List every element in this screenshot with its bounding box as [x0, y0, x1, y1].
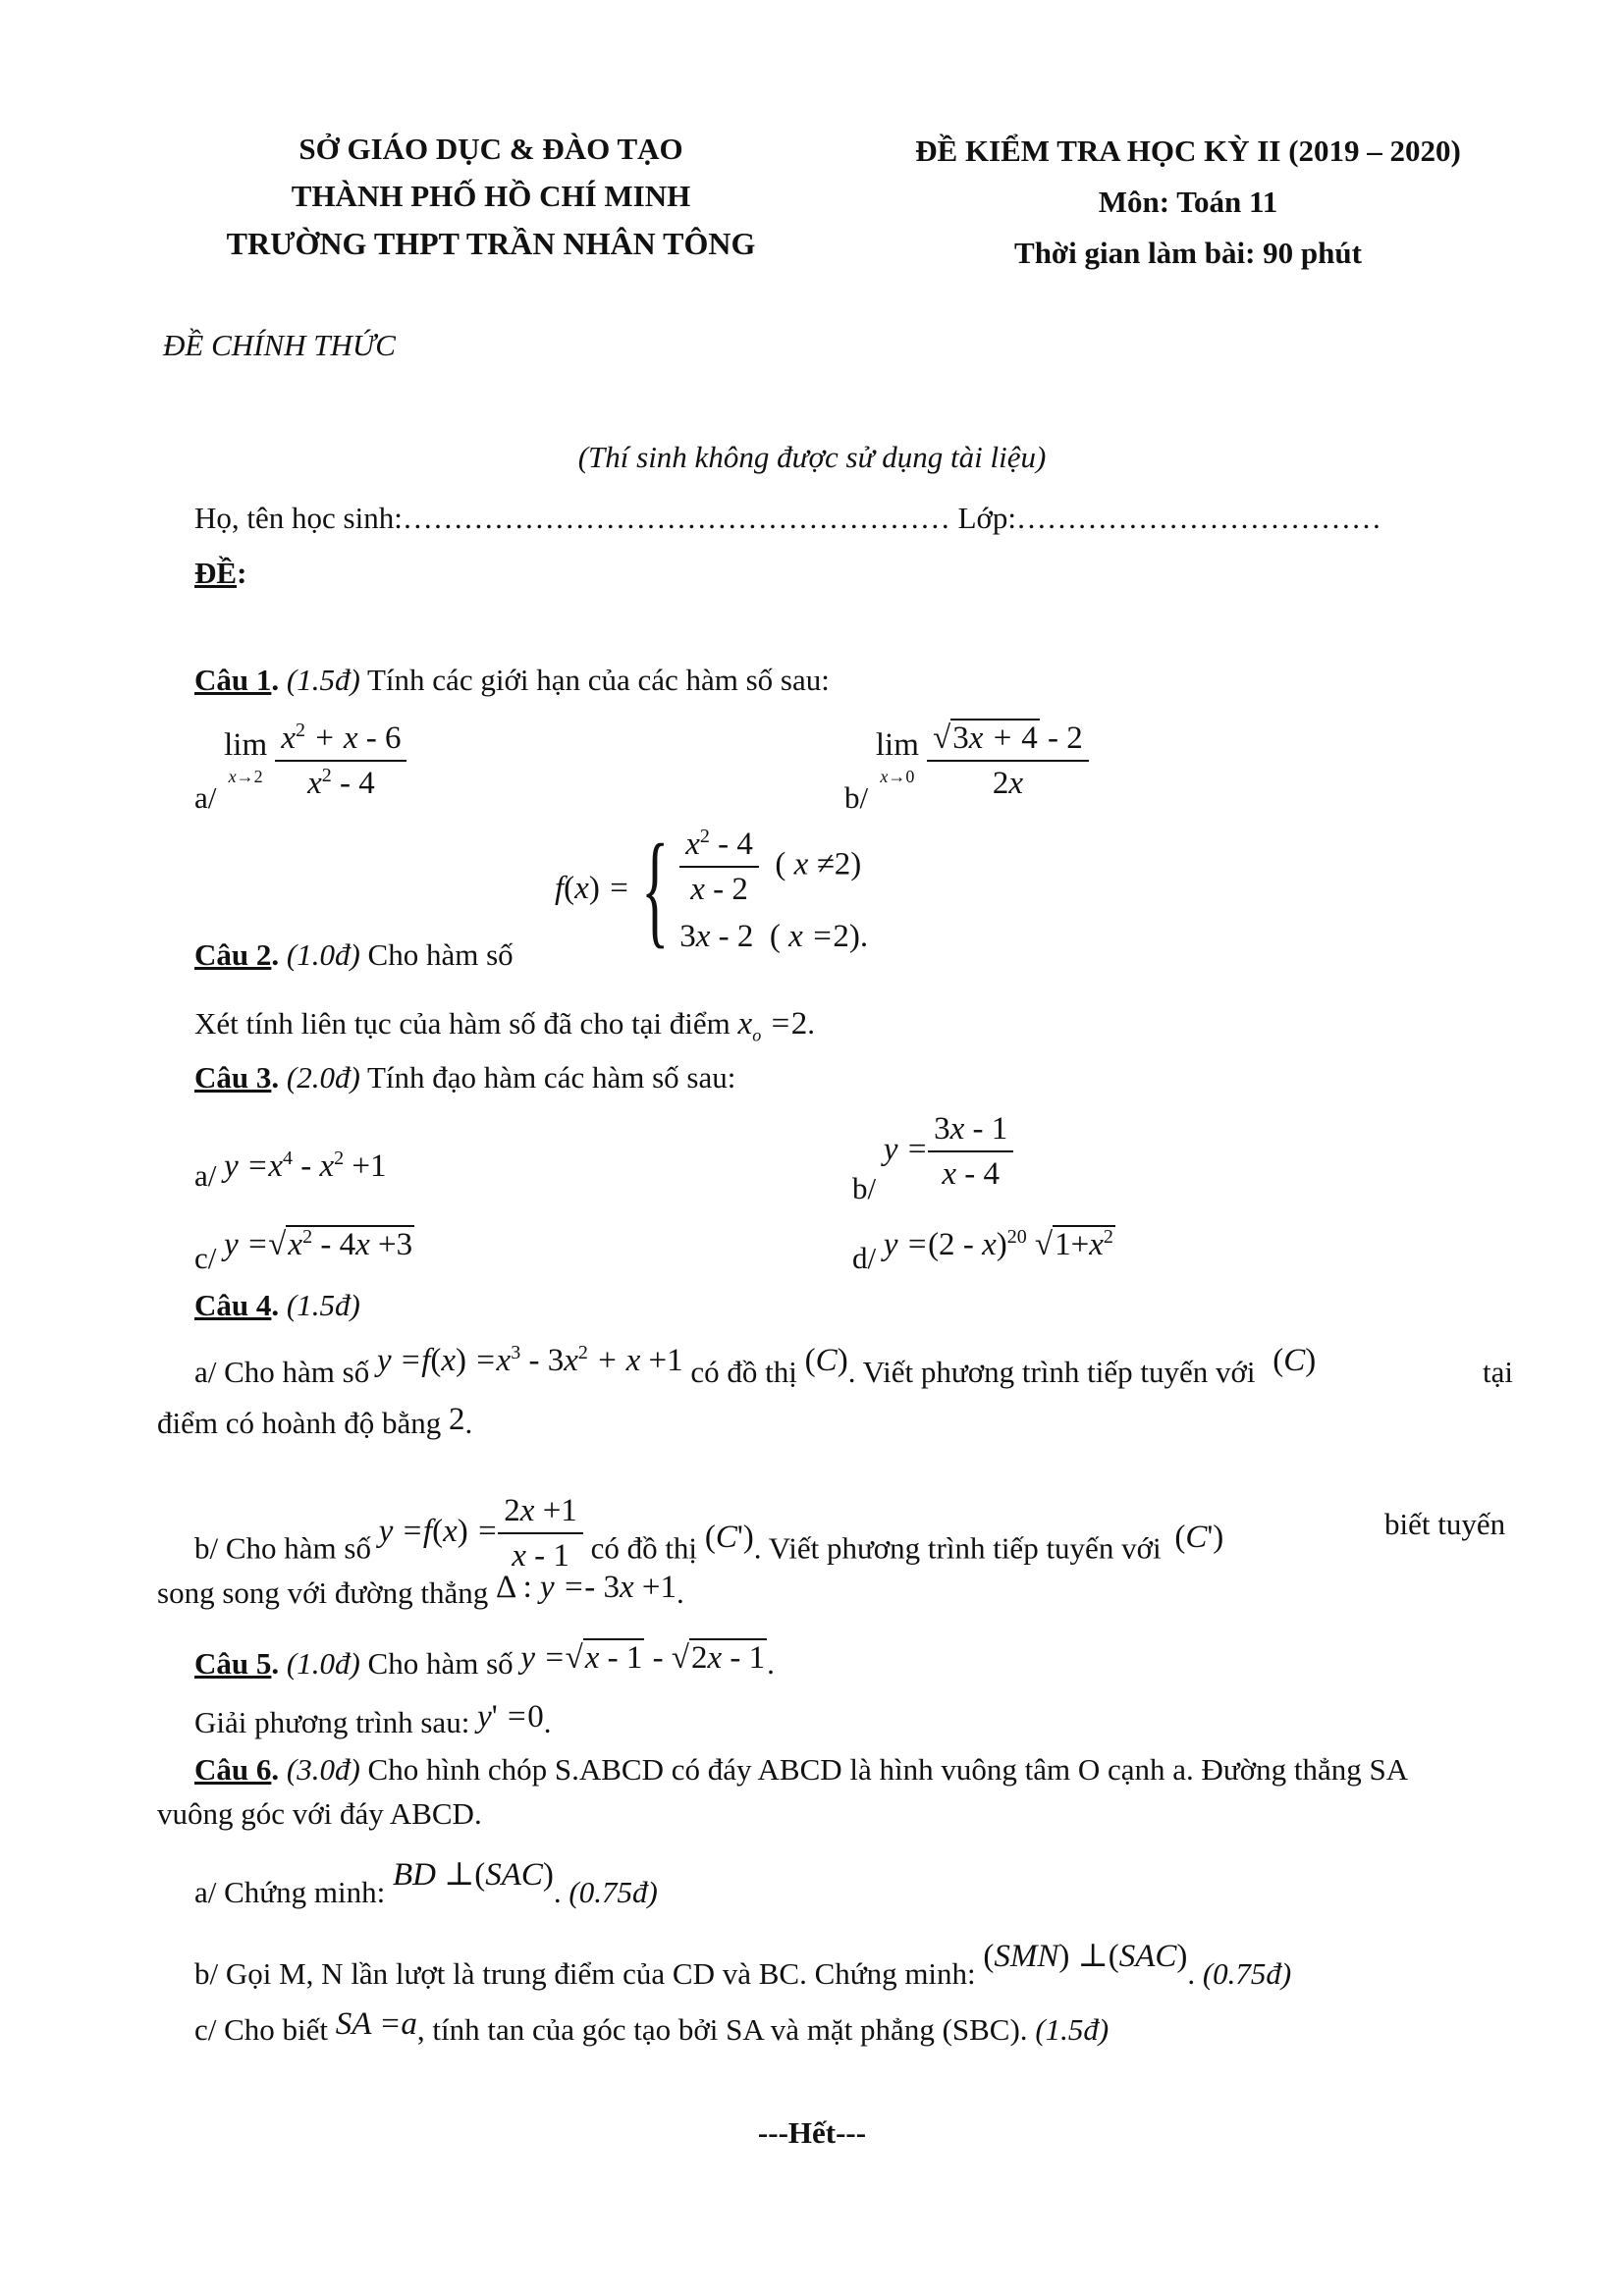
q4b-line2: song song với đường thẳng Δ : y =- 3x +1. — [157, 1570, 684, 1610]
q1a-formula: lim x→2 $\frac{x^2 + x - 6}{x^2 - 4}$ — [224, 741, 406, 776]
q6b-points: (0.75đ) — [1202, 1956, 1292, 1991]
q6-points: (3.0đ) — [286, 1752, 360, 1787]
q3-label: Câu 3 — [194, 1060, 272, 1095]
q1a-label: a/ — [194, 779, 217, 815]
q2-line2: Xét tính liên tục của hàm số đã cho tại điểm $x_o =2$. — [194, 1006, 815, 1045]
q6c-formula: SA =a — [335, 2006, 417, 2042]
q2-text: Cho hàm số — [367, 937, 514, 972]
q2-piecewise: f(x) = { $\frac{x^2 - 4}{x - 2}$ ( x ≠2) 3x - 2 ( x =2). — [555, 818, 869, 960]
header-left — [147, 126, 835, 267]
official-label: ĐỀ CHÍNH THỨC — [163, 328, 396, 362]
q5-line: Câu 5. (1.0đ) Cho hàm số y =√x - 1 - √2x - 1. — [194, 1640, 775, 1681]
q2-label: Câu 2 — [194, 937, 272, 972]
q4b-pre: b/ Cho hàm số — [194, 1530, 371, 1566]
q1a — [194, 717, 406, 815]
header-right-line2: Môn: Toán 11 — [1098, 185, 1278, 219]
q2-point-formula: $x_o =2$ — [737, 1006, 808, 1045]
q2-points: (1.0đ) — [286, 937, 360, 972]
q4a-line — [194, 1342, 1317, 1391]
q6a-formula: BD ⊥(SAC) — [392, 1857, 554, 1893]
q6-line2: vuông góc với đáy ABCD. — [157, 1796, 482, 1831]
q4b-graph2: (C') — [1174, 1519, 1224, 1555]
q1-label: Câu 1 — [194, 663, 272, 697]
q5-label: Câu 5 — [194, 1646, 272, 1681]
q4b-post: . Viết phương trình tiếp tuyến với — [753, 1530, 1162, 1566]
q3-text: Tính đạo hàm các hàm số sau: — [367, 1060, 736, 1095]
student-name-label: Họ, tên học sinh: — [194, 501, 403, 535]
q6c-points: (1.5đ) — [1035, 2012, 1110, 2047]
q4a-end: tại — [1483, 1355, 1513, 1389]
q4a-formula: $y =f(x) =x^3 - 3x^2 + x +1$ — [377, 1342, 683, 1378]
q3a — [194, 1148, 387, 1193]
q4b-formula: y =f(x) = $\frac{2x +1}{x - 1}$ — [379, 1514, 583, 1549]
q4a-value: 2 — [449, 1402, 465, 1437]
de-label: ĐỀ — [194, 556, 238, 590]
q4a-mid: có đồ thị — [690, 1355, 797, 1389]
header-right — [844, 126, 1532, 279]
q6b-formula: (SMN) ⊥(SAC) — [983, 1939, 1188, 1974]
q6a-points: (0.75đ) — [568, 1875, 658, 1909]
q6-label: Câu 6 — [194, 1752, 272, 1787]
q5-equation: y' =0 — [477, 1699, 544, 1735]
q3c-label: c/ — [194, 1241, 217, 1275]
class-dots: ……………………………… — [1016, 501, 1382, 535]
q6a-pre: a/ Chứng minh: — [194, 1875, 386, 1909]
q4a-pre: a/ Cho hàm số — [194, 1355, 370, 1389]
q6c-pre: c/ Cho biết — [194, 2012, 329, 2047]
q4a-graph: (C) — [804, 1343, 848, 1378]
q6b-pre: b/ Gọi M, N lần lượt là trung điểm của CD và BC. Chứng minh: — [194, 1956, 976, 1991]
q2-brace: { — [640, 818, 669, 960]
q3a-label: a/ — [194, 1158, 217, 1193]
q6b-line: b/ Gọi M, N lần lượt là trung điểm của CD và BC. Chứng minh: (SMN) ⊥(SAC). (0.75đ) — [194, 1939, 1292, 1991]
q3-line: Câu 3. (2.0đ) Tính đạo hàm các hàm số sau: — [194, 1060, 736, 1095]
student-name-dots: ……………………………………………… — [402, 501, 950, 535]
q3b — [852, 1107, 1013, 1205]
q5-line2: Giải phương trình sau: y' =0. — [194, 1699, 552, 1739]
q5-points: (1.0đ) — [286, 1646, 360, 1681]
q4a-line2: điểm có hoành độ bằng 2. — [157, 1402, 473, 1440]
q1b-label: b/ — [844, 779, 869, 815]
q1b — [844, 717, 1089, 815]
q3b-label: b/ — [852, 1170, 877, 1205]
q5-line2-text: Giải phương trình sau: — [194, 1705, 470, 1739]
q6c-post: , tính tan của góc tạo bởi SA và mặt phẳng (SBC). — [416, 2012, 1028, 2047]
q1b-formula: lim x→0 $\frac{√3x + 4 - 2}{2x}$ — [876, 741, 1089, 776]
q6a-line: a/ Chứng minh: BD ⊥(SAC). (0.75đ) — [194, 1857, 658, 1909]
q3d — [852, 1226, 1115, 1275]
q6-line: Câu 6. (3.0đ) Cho hình chóp S.ABCD có đáy ABCD là hình vuông tâm O cạnh a. Đường thẳng SA — [194, 1752, 1409, 1787]
footer-end: ---Hết--- — [757, 2115, 867, 2150]
q4b-graph: (C') — [704, 1519, 754, 1555]
class-label: Lớp: — [957, 501, 1017, 535]
q5-text: Cho hàm số — [367, 1646, 514, 1681]
q2-line: Câu 2. (1.0đ) Cho hàm số — [194, 937, 514, 972]
q1-line: Câu 1. (1.5đ) Tính các giới hạn của các hàm số sau: — [194, 663, 830, 697]
header-left-line2: THÀNH PHỐ HỒ CHÍ MINH — [291, 179, 691, 213]
q4b-mid: có đồ thị — [590, 1530, 698, 1566]
q1-text: Tính các giới hạn của các hàm số sau: — [367, 663, 830, 697]
q5-formula: y =√x - 1 - √2x - 1 — [520, 1640, 766, 1676]
q1-points: (1.5đ) — [286, 663, 360, 697]
q4-points: (1.5đ) — [286, 1288, 360, 1322]
header-right-line3: Thời gian làm bài: 90 phút — [1014, 236, 1362, 270]
q3b-formula: y = $\frac{3x - 1}{x - 4}$ — [884, 1132, 1013, 1167]
q3c-formula: $y =√x^2 - 4x +3$ — [224, 1226, 413, 1262]
q4a-graph2: (C) — [1272, 1343, 1317, 1378]
q3d-formula: y =(2 - x)$^{20}$ $√1+x^2$ — [883, 1226, 1113, 1262]
de-heading — [194, 556, 246, 591]
exam-note: (Thí sinh không được sử dụng tài liệu) — [577, 440, 1047, 474]
student-line — [194, 501, 1381, 536]
q6c-line — [194, 2006, 1110, 2049]
q4-line: Câu 4. (1.5đ) — [194, 1288, 360, 1322]
q6-text: Cho hình chóp S.ABCD có đáy ABCD là hình vuông tâm O cạnh a. Đường thẳng SA — [367, 1752, 1409, 1787]
q2-line2-text: Xét tính liên tục của hàm số đã cho tại điểm — [194, 1006, 731, 1041]
header-right-line1: ĐỀ KIỂM TRA HỌC KỲ II (2019 – 2020) — [915, 133, 1461, 168]
q4a-post: . Viết phương trình tiếp tuyến với — [847, 1355, 1256, 1389]
de-colon: : — [237, 556, 247, 590]
header-left-line3: TRƯỜNG THPT TRẦN NHÂN TÔNG — [226, 226, 756, 261]
header-left-line1: SỞ GIÁO DỤC & ĐÀO TẠO — [298, 132, 683, 166]
q3-points: (2.0đ) — [286, 1060, 360, 1095]
q4b-line2-text: song song với đường thẳng — [157, 1575, 489, 1610]
q4-label: Câu 4 — [194, 1288, 272, 1322]
q4b-line-formula: Δ : y =- 3x +1 — [495, 1570, 677, 1605]
q4a-line2-text: điểm có hoành độ bằng — [157, 1406, 442, 1440]
q4b-end: biết tuyến — [1384, 1507, 1506, 1541]
q3c — [194, 1226, 414, 1275]
q3a-formula: $y =x^4 - x^2 +1$ — [224, 1148, 387, 1184]
q3d-label: d/ — [852, 1241, 877, 1275]
